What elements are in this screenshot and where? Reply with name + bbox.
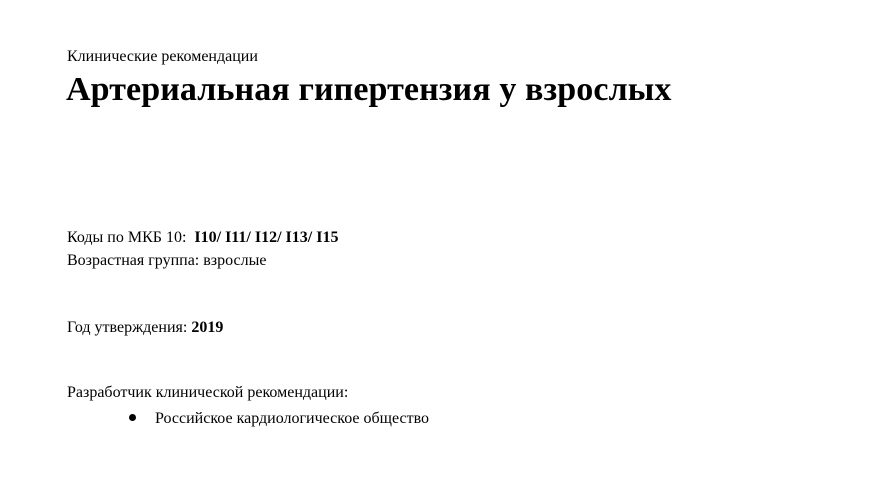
developer-label: Разработчик клинической рекомендации: (67, 384, 349, 401)
page-title: Артериальная гипертензия у взрослых (66, 71, 672, 108)
age-group-line (67, 251, 266, 271)
icd-codes-label: Коды по МКБ 10: (67, 229, 187, 246)
approval-year-value: 2019 (191, 319, 224, 336)
document-type-label: Клинические рекомендации (67, 48, 258, 65)
age-group-label: Возрастная группа: (67, 252, 200, 269)
icd-codes-value: I10/ I11/ I12/ I13/ I15 (194, 229, 339, 246)
developer-list-item (0, 408, 600, 430)
developer-name: Российское кардиологическое общество (155, 410, 430, 427)
icd-codes-line (67, 228, 338, 248)
approval-year-label: Год утверждения: (67, 319, 188, 336)
approval-year-line (67, 318, 223, 338)
bullet-icon (129, 414, 136, 421)
age-group-value: взрослые (203, 252, 267, 269)
